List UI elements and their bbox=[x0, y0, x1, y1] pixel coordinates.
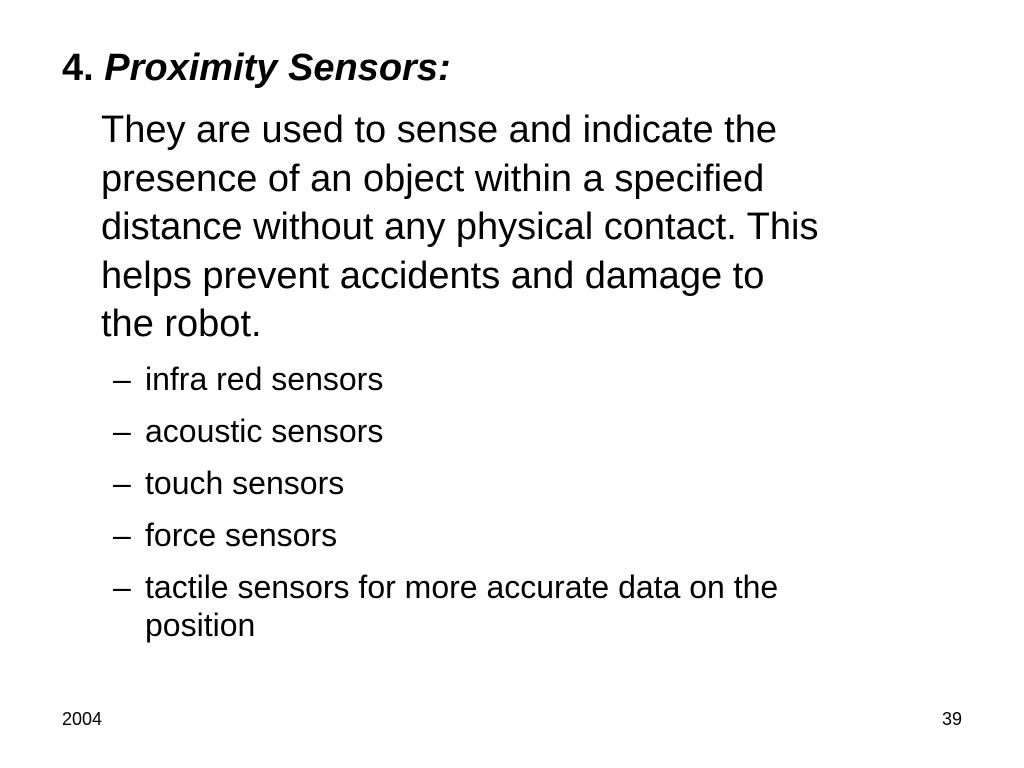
bullet-dash: – bbox=[113, 413, 131, 449]
list-item bbox=[113, 464, 973, 502]
list-item-text: acoustic sensors bbox=[145, 413, 384, 449]
footer-year: 2004 bbox=[62, 709, 103, 729]
bullet-dash: – bbox=[113, 517, 131, 553]
bullet-dash: – bbox=[113, 361, 131, 397]
list-item bbox=[113, 516, 973, 554]
heading-number: 4. bbox=[62, 47, 94, 89]
body-line: the robot. bbox=[101, 303, 262, 345]
body-line: distance without any physical contact. This bbox=[101, 206, 819, 248]
body-line: helps prevent accidents and damage to bbox=[101, 254, 765, 297]
list-item-text: tactile sensors for more accurate data on the bbox=[145, 569, 779, 605]
body-line: presence of an object within a specified bbox=[101, 157, 765, 200]
bullet-dash: – bbox=[113, 465, 131, 501]
heading-title: Proximity Sensors: bbox=[104, 47, 451, 89]
list-item-text: touch sensors bbox=[145, 465, 345, 501]
footer-page-number: 39 bbox=[941, 709, 962, 729]
list-item bbox=[113, 412, 973, 450]
list-item-text: infra red sensors bbox=[145, 361, 384, 397]
body-paragraph bbox=[101, 106, 971, 349]
body-line: They are used to sense and indicate the bbox=[101, 109, 778, 151]
list-item-text: force sensors bbox=[145, 517, 338, 553]
list-item-text: position bbox=[145, 607, 256, 643]
sensor-list bbox=[113, 360, 973, 658]
bullet-dash: – bbox=[113, 569, 131, 605]
list-item bbox=[113, 568, 973, 644]
list-item bbox=[113, 360, 973, 398]
slide-heading bbox=[62, 46, 451, 90]
